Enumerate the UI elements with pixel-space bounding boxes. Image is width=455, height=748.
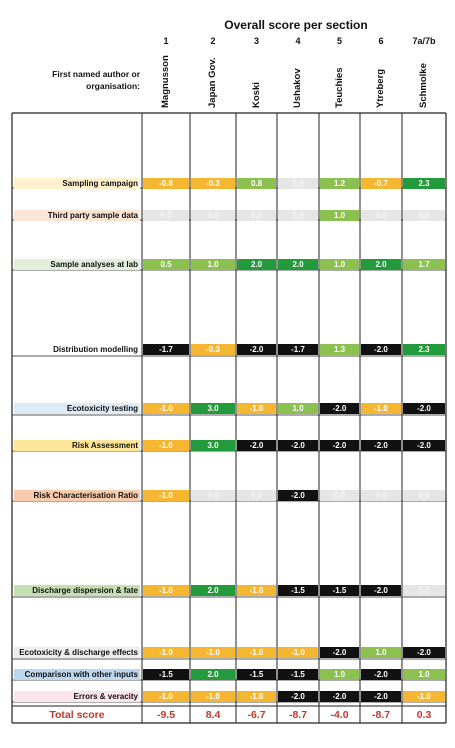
score-cell: 3.0 [191,440,235,451]
score-cell: 1.7 [403,259,445,270]
score-cell: -2.0 [320,647,359,658]
score-cell: -1.0 [143,647,189,658]
score-cell: 0.0 [361,490,401,501]
row-header-label: First named author or organisation: [52,69,140,91]
score-cell: -1.0 [143,440,189,451]
total-score-label: Total score [49,709,105,721]
score-cell: -0.3 [191,178,235,189]
score-cell: 0.0 [191,210,235,221]
score-cell: -1.0 [143,403,189,414]
score-cell: -1.7 [278,344,318,355]
score-cell: 0.0 [237,490,276,501]
score-cell: -2.0 [361,440,401,451]
score-cell: -2.0 [320,403,359,414]
score-cell: -1.0 [143,490,189,501]
score-cell: -2.0 [278,440,318,451]
score-cell: -2.0 [403,440,445,451]
score-cell: 0.0 [143,210,189,221]
score-cell: -1.7 [143,344,189,355]
score-cell: -2.0 [361,585,401,596]
score-cell: -1.0 [237,585,276,596]
row-label: Distribution modelling [14,344,140,355]
total-score-cell: -9.5 [156,709,176,721]
score-cell: -1.5 [143,669,189,680]
score-cell: -2.0 [320,440,359,451]
score-cell: -2.0 [278,691,318,702]
score-cell: -1.0 [143,691,189,702]
score-cell: -1.0 [191,691,235,702]
chart-title: Overall score per section [224,18,368,32]
total-score-cell: -6.7 [247,709,266,721]
score-cell: 0.0 [191,490,235,501]
score-cell: -1.0 [237,403,276,414]
score-cell: 0.0 [403,210,445,221]
score-cell: -2.0 [361,669,401,680]
score-cell: -1.0 [361,403,401,414]
column-number: 7a/7b [412,36,436,46]
score-cell: 0.5 [143,259,189,270]
score-cell: 0.8 [237,178,276,189]
row-label: Discharge dispersion & fate [14,585,140,596]
column-number: 6 [378,36,384,46]
score-cell: 1.2 [320,178,359,189]
score-cell: -1.5 [320,585,359,596]
total-score-cell: 8.4 [205,709,221,721]
score-cell: 2.0 [278,259,318,270]
score-cell: 3.0 [191,403,235,414]
row-label: Comparison with other inputs [14,669,140,680]
column-number: 2 [210,36,216,46]
row-label: Ecotoxicity testing [14,403,140,414]
column-number: 5 [336,36,342,46]
score-cell: 1.0 [278,403,318,414]
score-cell: 2.3 [403,178,445,189]
row-label: Sampling campaign [14,178,140,189]
score-cell: -2.0 [403,403,445,414]
column-number: 1 [163,36,169,46]
score-cell: -1.0 [237,691,276,702]
score-cell: -1.0 [403,691,445,702]
score-cell: 0.0 [361,210,401,221]
score-cell: -2.0 [361,344,401,355]
score-cell: -2.0 [403,647,445,658]
score-cell: -1.5 [237,669,276,680]
score-cell: 0.0 [237,210,276,221]
column-author: Schmolke [418,63,429,108]
row-label: Risk Assessment [14,440,140,451]
score-cell: -2.0 [237,440,276,451]
score-cell: -2.0 [361,691,401,702]
score-cell: 2.0 [191,585,235,596]
total-score-cell: -4.0 [330,709,349,721]
score-cell: 2.0 [361,259,401,270]
score-cell: 0.0 [278,178,318,189]
total-score-cell: -8.7 [371,709,391,721]
row-label: Third party sample data [14,210,140,221]
score-cell: 2.0 [191,669,235,680]
score-cell: -1.0 [237,647,276,658]
score-cell: -1.0 [143,585,189,596]
column-author: Magnusson [160,55,171,108]
score-cell: 0.0 [403,585,445,596]
score-cell: -0.7 [361,178,401,189]
score-cell: 1.0 [361,647,401,658]
row-label: Ecotoxicity & discharge effects [14,647,140,658]
score-cell: -0.3 [191,344,235,355]
score-cell: 1.0 [320,210,359,221]
score-cell: -1.0 [278,647,318,658]
score-cell: 2.3 [403,344,445,355]
row-label: Errors & veracity [14,691,140,702]
column-author: Japan Gov. [207,57,218,108]
column-author: Ytreberg [375,68,386,108]
score-cell: 1.3 [320,344,359,355]
total-score-cell: 0.3 [416,709,432,721]
score-cell: 1.0 [403,669,445,680]
score-cell: -2.0 [320,691,359,702]
row-label: Risk Characterisation Ratio [14,490,140,501]
score-cell: -2.0 [278,490,318,501]
score-cell: -1.5 [278,585,318,596]
score-cell: -1.5 [278,669,318,680]
total-score-cell: -8.7 [288,709,308,721]
column-author: Teuchies [333,67,345,108]
column-author: Koski [250,82,262,108]
score-cell: 2.0 [237,259,276,270]
column-number: 3 [253,36,259,46]
score-cell: 1.0 [320,259,359,270]
score-cell: -1.0 [191,647,235,658]
score-cell: -0.8 [143,178,189,189]
score-cell: 0.0 [403,490,445,501]
score-cell: 1.0 [320,669,359,680]
column-author: Ushakov [292,68,303,108]
score-cell: 0.0 [320,490,359,501]
score-cell: -2.0 [237,344,276,355]
column-number: 4 [295,36,301,46]
row-label: Sample analyses at lab [14,259,140,270]
score-cell: 0.0 [278,210,318,221]
score-cell: 1.0 [191,259,235,270]
